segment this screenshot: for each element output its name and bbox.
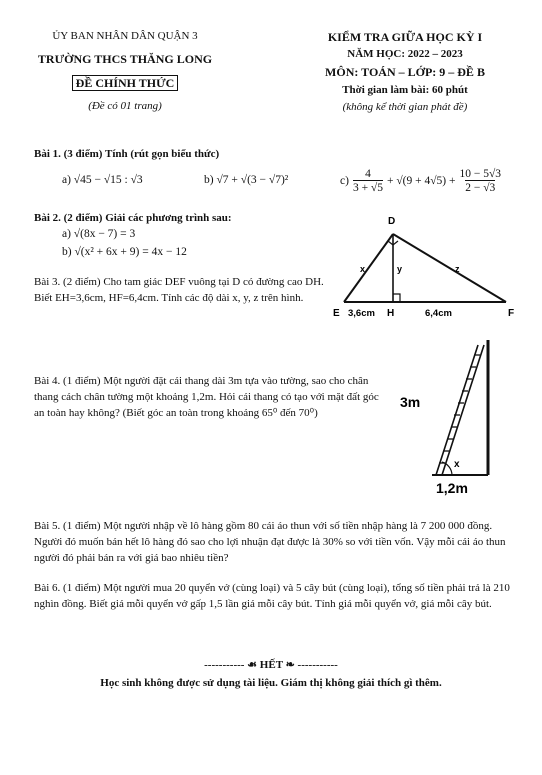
ladder-rail-right	[442, 345, 484, 475]
fraction-2-num: 10 − 5√3	[459, 168, 502, 180]
triangle-figure	[330, 210, 520, 325]
fraction-2-den: 2 − √3	[465, 182, 496, 194]
angle-label-x: x	[454, 459, 460, 470]
problem-1-title: Bài 1. (3 điểm) Tính (rút gọn biểu thức)	[34, 148, 220, 160]
problem-1c-label: c)	[340, 175, 349, 187]
footer-note: Học sinh không được sử dụng tài liệu. Giám thị không giải thích gì thêm.	[100, 677, 442, 689]
fraction-1-den: 3 + √5	[352, 182, 383, 194]
problem-2-title: Bài 2. (2 điểm) Giải các phương trình sau:	[34, 212, 232, 224]
ladder-rail-left	[436, 345, 478, 475]
ladder-figure	[390, 335, 520, 500]
exam-title: KIỂM TRA GIỮA HỌC KỲ I	[327, 30, 483, 44]
ladder-length-label: 3m	[400, 394, 421, 410]
label-D: D	[388, 216, 396, 227]
problem-5-text: Bài 5. (1 điểm) Một người nhập về lô hàng gồm 80 cái áo thun với số tiền nhập hàng là 7 200 000 đồng. Người đó muốn bán hết lô hàng đó sao cho lợi nhuận đạt được là 30% so với tiền vốn. Vậy mỗi cái áo thun người đó phải bán ra với giá bao nhiêu tiền?	[34, 520, 506, 564]
problem-1b: b) √7 + √(3 − √7)²	[204, 174, 289, 186]
label-H: H	[387, 308, 395, 319]
problem-1a: a) √45 − √15 : √3	[62, 174, 143, 186]
label-E: E	[333, 308, 340, 319]
duration-note: (không kể thời gian phát đề)	[342, 101, 468, 113]
problem-1c	[340, 168, 501, 194]
end-marker: ----------- ☙ HẾT ❧ -----------	[204, 659, 338, 671]
right-angle-mark-H	[393, 294, 400, 302]
fraction-2	[460, 168, 502, 194]
label-x: x	[360, 264, 366, 274]
problem-3-text: Bài 3. (2 điểm) Cho tam giác DEF vuông tại D có đường cao DH. Biết EH=3,6cm, HF=6,4cm. Tính các độ dài x, y, z trên hình.	[34, 276, 324, 304]
problem-1c-mid: + √(9 + 4√5) +	[387, 175, 456, 187]
fraction-1-num: 4	[365, 168, 371, 180]
label-F: F	[508, 308, 515, 319]
duration: Thời gian làm bài: 60 phút	[342, 84, 468, 96]
official-label: ĐỀ CHÍNH THỨC	[72, 75, 179, 91]
label-y: y	[397, 264, 403, 274]
label-HF: 6,4cm	[425, 308, 452, 319]
subject-line: MÔN: TOÁN – LỚP: 9 – ĐỀ B	[325, 65, 485, 79]
problem-4-text: Bài 4. (1 điểm) Một người đặt cái thang dài 3m tựa vào tường, sao cho chân thang cách chân tường một khoảng 1,2m. Hỏi cái thang có tạo với mặt đất góc an toàn hay không? (Biết góc an toàn trong khoảng 65⁰ đến 70⁰)	[34, 375, 379, 419]
label-EH: 3,6cm	[348, 308, 375, 319]
school-name: TRƯỜNG THCS THĂNG LONG	[37, 52, 213, 66]
side-ED	[344, 234, 393, 302]
fraction-1	[353, 168, 383, 194]
page-count: (Đề có 01 trang)	[88, 100, 162, 112]
label-z: z	[455, 264, 460, 274]
problem-2b: b) √(x² + 6x + 9) = 4x − 12	[62, 246, 187, 258]
authority-name: ỦY BAN NHÂN DÂN QUẬN 3	[52, 30, 198, 42]
side-DF	[393, 234, 506, 302]
official-label-wrap	[30, 74, 220, 92]
base-length-label: 1,2m	[436, 480, 468, 496]
problem-6-text: Bài 6. (1 điểm) Một người mua 20 quyển vở (cùng loại) và 5 cây bút (cùng loại), tổng số tiền phải trả là 210 nghìn đồng. Biết giá mỗi quyển vở gấp 1,5 lần giá mỗi cây bút. Tính giá mỗi quyển vở, giá mỗi cây bút.	[34, 582, 510, 610]
school-year: NĂM HỌC: 2022 – 2023	[347, 48, 463, 60]
problem-2a: a) √(8x − 7) = 3	[62, 228, 136, 240]
